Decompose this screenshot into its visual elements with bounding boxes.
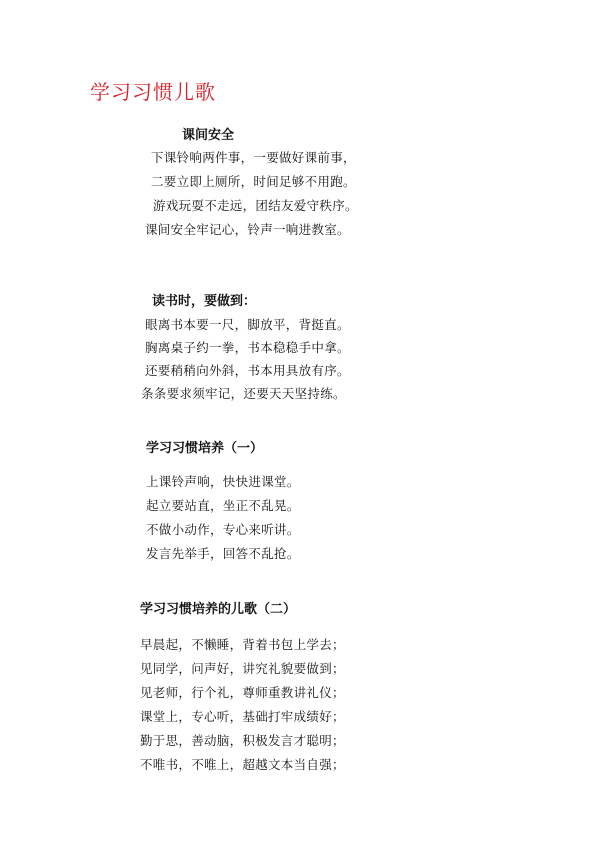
poem-line: 游戏玩耍不走远，团结友爱守秩序。 (153, 198, 358, 213)
section-heading-habits-one: 学习习惯培养（一） (146, 441, 264, 456)
poem-line: 胸离桌子约一拳，书本稳稳手中拿。 (145, 340, 350, 355)
poem-line: 眼离书本要一尺，脚放平，背挺直。 (145, 317, 350, 332)
poem-line: 课间安全牢记心，铃声一响进教室。 (145, 222, 350, 237)
poem-line: 见老师，行个礼，尊师重教讲礼仪； (140, 685, 345, 700)
poem-line: 下课铃响两件事，一要做好课前事， (151, 150, 356, 165)
poem-line: 课堂上，专心听，基础打牢成绩好； (140, 709, 345, 724)
section-heading-recess-safety: 课间安全 (182, 128, 235, 143)
poem-line: 条条要求须牢记，还要天天坚持练。 (141, 386, 346, 401)
poem-line: 还要稍稍向外斜，书本用具放有序。 (145, 363, 350, 378)
poem-line: 勤于思，善动脑，积极发言才聪明； (140, 733, 345, 748)
poem-line: 见同学，问声好，讲究礼貌要做到； (140, 661, 345, 676)
poem-line: 起立要站直，坐正不乱晃。 (146, 498, 300, 513)
document-title: 学习习惯儿歌 (90, 80, 216, 104)
poem-line: 不唯书，不唯上，超越文本当自强； (140, 757, 345, 772)
poem-line: 不做小动作，专心来听讲。 (146, 522, 300, 537)
poem-line: 二要立即上厕所，时间足够不用跑。 (151, 174, 356, 189)
poem-line: 发言先举手，回答不乱抢。 (146, 546, 300, 561)
poem-line: 早晨起，不懒睡，背着书包上学去； (140, 637, 345, 652)
poem-line: 上课铃声响，快快进课堂。 (146, 474, 300, 489)
section-heading-habits-two: 学习习惯培养的儿歌（二） (140, 602, 297, 617)
section-heading-reading: 读书时，要做到： (152, 294, 257, 309)
